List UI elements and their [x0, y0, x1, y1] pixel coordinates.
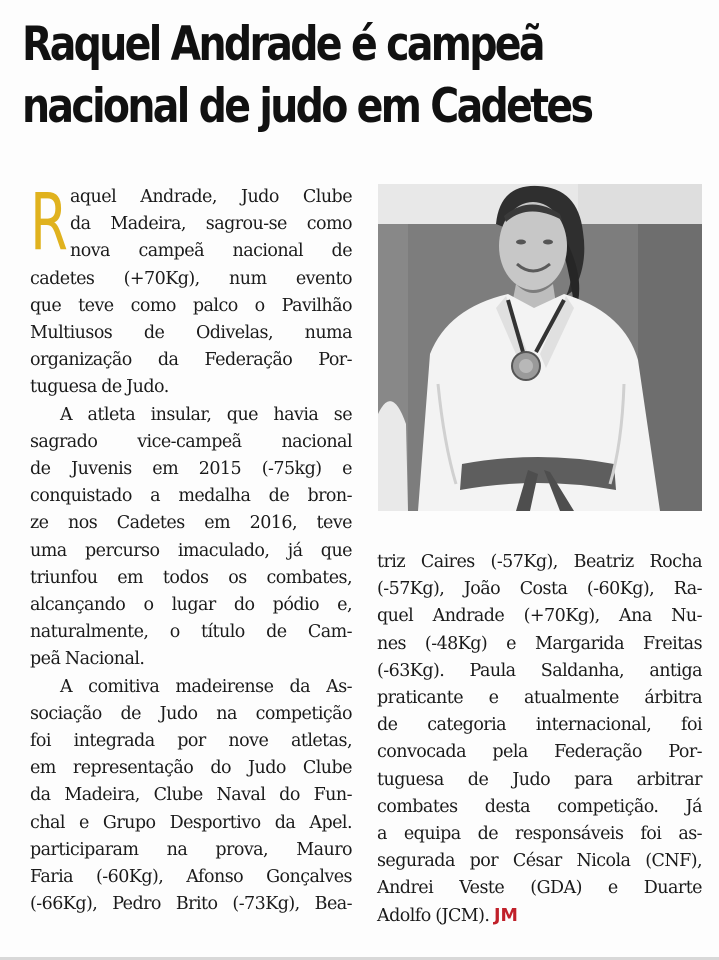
- article-column-2: [377, 549, 702, 930]
- column-1-line: Multiusos de Odivelas, numa: [30, 323, 352, 344]
- final-line-text: Adolfo (JCM).: [377, 905, 490, 926]
- column-2-line: nes (-48Kg) e Margarida Freitas: [377, 633, 702, 654]
- headline-line-1: Raquel Andrade é campeã: [22, 17, 543, 72]
- column-2-line: (-57Kg), João Costa (-60Kg), Ra-: [377, 579, 702, 600]
- column-1-line: aquel Andrade, Judo Clube: [70, 187, 352, 207]
- column-1-line: tuguesa de Judo.: [30, 377, 169, 398]
- column-2-line: Andrei Veste (GDA) e Duarte: [377, 878, 702, 899]
- column-1-line: naturalmente, o título de Cam-: [30, 622, 352, 643]
- column-2-line: convocada pela Federação Por-: [377, 742, 702, 763]
- headline-line-2: nacional de judo em Cadetes: [22, 79, 592, 134]
- column-2-body: [377, 549, 702, 903]
- judoka-photo-image: [378, 184, 702, 511]
- column-1-line: que teve como palco o Pavilhão: [30, 295, 352, 316]
- column-1-line: nova campeã nacional de: [70, 241, 352, 262]
- column-1-line: alcançando o lugar do pódio e,: [30, 595, 352, 616]
- column-1-line: foi integrada por nove atletas,: [30, 731, 352, 752]
- column-1-line: chal e Grupo Desportivo da Apel.: [30, 812, 352, 833]
- column-1-line: sociação de Judo na competição: [30, 703, 352, 724]
- column-1-line: Faria (-60Kg), Afonso Gonçalves: [30, 867, 352, 888]
- column-1-line: ze nos Cadetes em 2016, teve: [30, 513, 352, 534]
- column-1-line: de Juvenis em 2015 (-75kg) e: [30, 459, 352, 480]
- column-1-line: (-66Kg), Pedro Brito (-73Kg), Bea-: [30, 894, 352, 915]
- column-2-line: triz Caires (-57Kg), Beatriz Rocha: [377, 552, 702, 572]
- article-final-line: [377, 903, 702, 930]
- drop-cap: R: [30, 178, 68, 268]
- column-1-line: A comitiva madeirense da As-: [60, 676, 352, 697]
- column-2-line: segurada por César Nicola (CNF),: [377, 851, 702, 872]
- column-1-line: organização da Federação Por-: [30, 350, 352, 371]
- column-2-line: tuguesa de Judo para arbitrar: [377, 769, 702, 790]
- column-1-line: da Madeira, sagrou-se como: [70, 214, 352, 235]
- jm-signoff: JM: [493, 905, 518, 926]
- column-1-line: sagrado vice-campeã nacional: [30, 431, 352, 452]
- article-column-1: [30, 178, 352, 918]
- column-1-line: peã Nacional.: [30, 649, 145, 670]
- column-1-line: cadetes (+70Kg), num evento: [30, 268, 352, 289]
- column-1-line: da Madeira, Clube Naval do Fun-: [30, 785, 352, 806]
- column-1-body: [30, 178, 352, 918]
- column-1-line: triunfou em todos os combates,: [30, 567, 352, 588]
- column-1-line: participaram na prova, Mauro: [30, 839, 352, 860]
- column-1-line: uma percurso imaculado, já que: [30, 540, 352, 561]
- column-2-line: combates desta competição. Já: [377, 796, 702, 817]
- column-2-line: praticante e atualmente árbitra: [377, 688, 702, 709]
- column-2-line: de categoria internacional, foi: [377, 715, 702, 736]
- article-headline: [22, 14, 593, 138]
- column-1-line: conquistado a medalha de bron-: [30, 486, 352, 507]
- column-1-line: em representação do Judo Clube: [30, 758, 352, 779]
- column-2-line: (-63Kg). Paula Saldanha, antiga: [377, 660, 702, 681]
- column-1-line: A atleta insular, que havia se: [60, 404, 352, 425]
- column-2-line: quel Andrade (+70Kg), Ana Nu-: [377, 606, 702, 627]
- athlete-photo: [378, 184, 702, 511]
- column-2-line: a equipa de responsáveis foi as-: [377, 824, 702, 845]
